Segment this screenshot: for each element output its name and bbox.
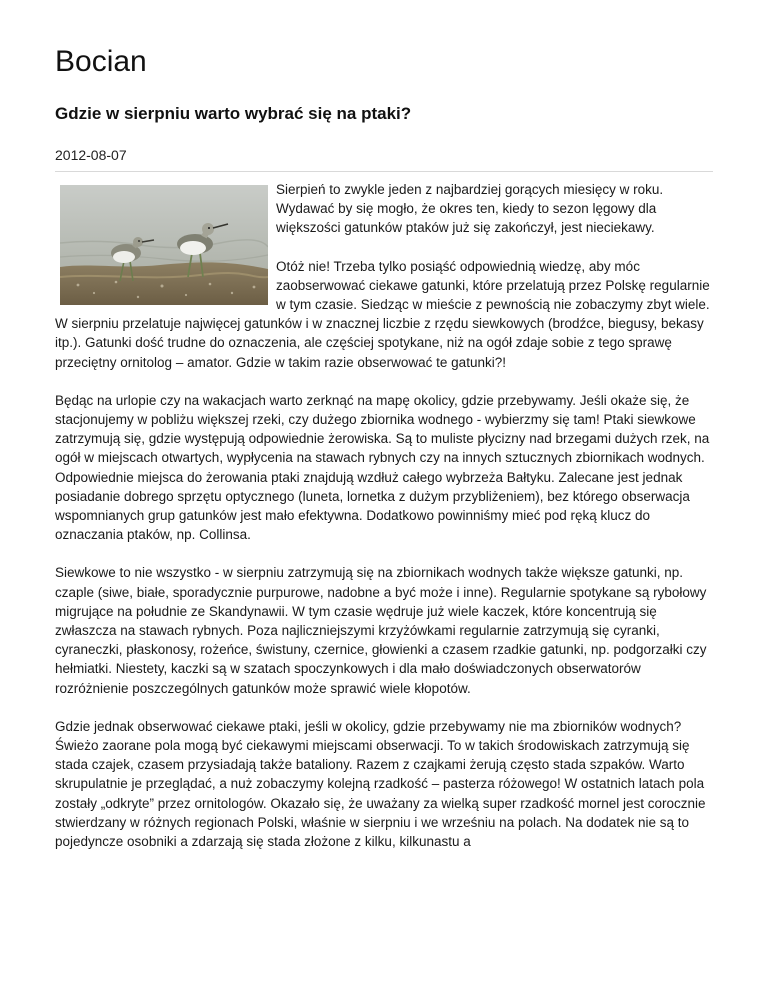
paragraph-2: Otóż nie! Trzeba tylko posiąść odpowiednią wiedzę, aby móc zaobserwować ciekawe gatunki, które przelatują przez Polskę regularnie w tym czasie. Siedząc w mieście z pewnością nie zobaczymy zbyt wiele. W sierpniu przelatuje najwięcej gatunków i w znacznej liczbie z rzędu siewkowych (brodźce, biegusy, bekasy itp.). Gatunki dość trudne do oznaczenia, ale częściej spotykane, niż na ogół zdaje sobie z tego sprawę przeciętny ornitolog – amator. Gdzie w takim razie obserwować te gatunki?!: [55, 258, 710, 370]
paragraph-3: Będąc na urlopie czy na wakacjach warto zerknąć na mapę okolicy, gdzie przebywamy. Jeśli okaże się, że stacjonujemy w pobliżu większej rzeki, czy dużego zbiornika wodnego - wybierzmy się tam! Ptaki siewkowe zatrzymują się, gdzie występują odpowiednie żerowiska. Są to muliste płycizny nad brzegami dużych rzek, na ogół w miejscach otwartych, wypłycenia na stawach rybnych czy na innych sztucznych zbiornikach wodnych. Odpowiednie miejsca do żerowania ptaki znajdują wzdłuż całego wybrzeża Bałtyku. Zalecane jest jednak posiadanie dobrego sprzętu optycznego (luneta, lornetka z dużym przybliżeniem), bez którego obserwacja wspomnianych grup gatunków jest mało efektywna. Dodatkowo powinniśmy mieć pod ręką klucz do oznaczania ptaków, np. Collinsa.: [55, 392, 710, 543]
article-date: 2012-08-07: [55, 147, 127, 163]
divider: [55, 171, 713, 172]
paragraph-4: Siewkowe to nie wszystko - w sierpniu zatrzymują się na zbiornikach wodnych także większe gatunki, np. czaple (siwe, białe, sporadycznie purpurowe, nadobne a być może i inne). Regularnie spotykane są rybołowy migrujące na południe ze Skandynawii. W tym czasie wędruje już wiele kaczek, które koncentrują się zwłaszcza na stawach rybnych. Poza najliczniejszymi krzyżówkami regularnie zatrzymują się cyranki, cyraneczki, płaskonosy, rożeńce, świstuny, czernice, głowienki a czasem rzadkie gatunki, np. podgorzałki czy hełmiatki. Niestety, kaczki są w szatach spoczynkowych i dla mało doświadczonych obserwatorów rozróżnienie poszczególnych gatunków może sprawić wiele kłopotów.: [55, 565, 707, 696]
site-title[interactable]: Bocian: [55, 45, 147, 78]
paragraph-1: Sierpień to zwykle jeden z najbardziej gorących miesięcy w roku. Wydawać by się mogło, że okres ten, kiedy to sezon lęgowy dla większości gatunków ptaków już się zakończył, jest nieciekawy.: [276, 182, 664, 236]
article-title[interactable]: Gdzie w sierpniu warto wybrać się na ptaki?: [55, 104, 412, 123]
shorebirds-photo: [60, 185, 268, 305]
article-body: [55, 180, 713, 870]
paragraph-5: Gdzie jednak obserwować ciekawe ptaki, jeśli w okolicy, gdzie przebywamy nie ma zbiorników wodnych? Świeżo zaorane pola mogą być ciekawymi miejscami obserwacji. To w takich środowiskach zatrzymują się stada czajek, czasem przysiadają także bataliony. Razem z czajkami żerują często stada szpaków. Warto skrupulatnie je przeglądać, a nuż zobaczymy kolejną rzadkość – pasterza różowego! W ostatnich latach pola zostały „odkryte” przez ornitologów. Okazało się, że uważany za wielką super rzadkość mornel jest corocznie stwierdzany w różnych regionach Polski, właśnie w sierpniu i we wrześniu na polach. Na dodatek nie są to pojedyncze osobniki a zdarzają się stada złożone z kilku, kilkunastu a: [55, 718, 706, 850]
